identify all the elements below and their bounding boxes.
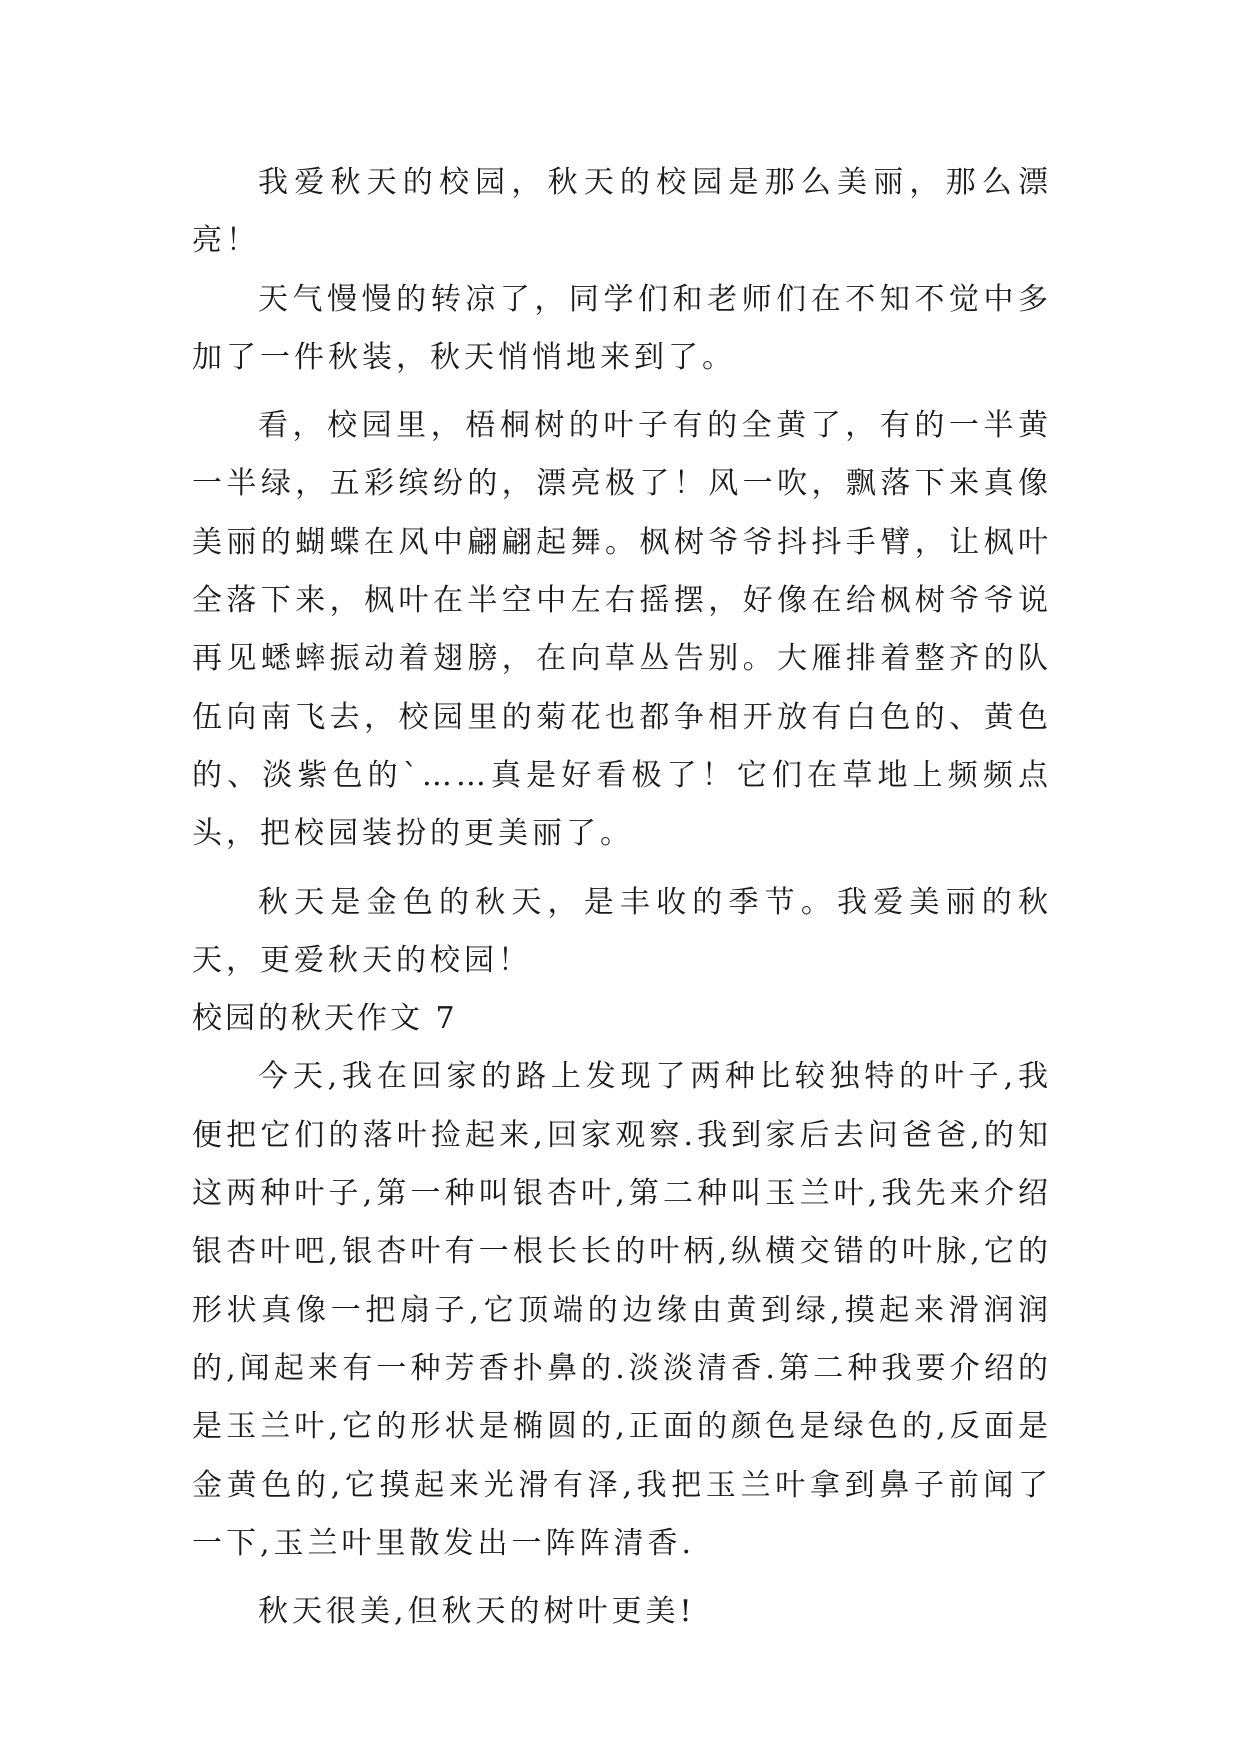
paragraph-campus-scene: 看，校园里，梧桐树的叶子有的全黄了，有的一半黄一半绿，五彩缤纷的，漂亮极了！风一吹，飘落下来真像美丽的蝴蝶在风中翩翩起舞。枫树爷爷抖抖手臂，让枫叶全落下来，枫叶在半空中左右摇摆，好像在给枫树爷爷说再见蟋蟀振动着翅膀，在向草丛告别。大雁排着整齐的队伍向南飞去，校园里的菊花也都争相开放有白色的、黄色的、淡紫色的`……真是好看极了！它们在草地上频频点头，把校园装扮的更美丽了。	[192, 408, 1052, 852]
section-heading: 校园的秋天作文 7	[192, 1001, 458, 1037]
paragraph-weather: 天气慢慢的转凉了，同学们和老师们在不知不觉中多加了一件秋装，秋天悄悄地来到了。	[192, 281, 1052, 375]
paragraph-closing: 秋天很美,但秋天的树叶更美!	[258, 1594, 696, 1630]
paragraph-conclusion: 秋天是金色的秋天，是丰收的季节。我爱美丽的秋天，更爱秋天的校园！	[192, 884, 1052, 978]
document-body	[192, 154, 1052, 1641]
paragraph-intro: 我爱秋天的校园，秋天的校园是那么美丽，那么漂亮！	[192, 165, 1052, 259]
paragraph-leaves: 今天,我在回家的路上发现了两种比较独特的叶子,我便把它们的落叶捡起来,回家观察.我到家后去问爸爸,的知这两种叶子,第一种叫银杏叶,第二种叫玉兰叶,我先来介绍银杏叶吧,银杏叶有一根长长的叶柄,纵横交错的叶脉,它的形状真像一把扇子,它顶端的边缘由黄到绿,摸起来滑润润的,闻起来有一种芳香扑鼻的.淡淡清香.第二种我要介绍的是玉兰叶,它的形状是椭圆的,正面的颜色是绿色的,反面是金黄色的,它摸起来光滑有泽,我把玉兰叶拿到鼻子前闻了一下,玉兰叶里散发出一阵阵清香.	[192, 1059, 1052, 1561]
